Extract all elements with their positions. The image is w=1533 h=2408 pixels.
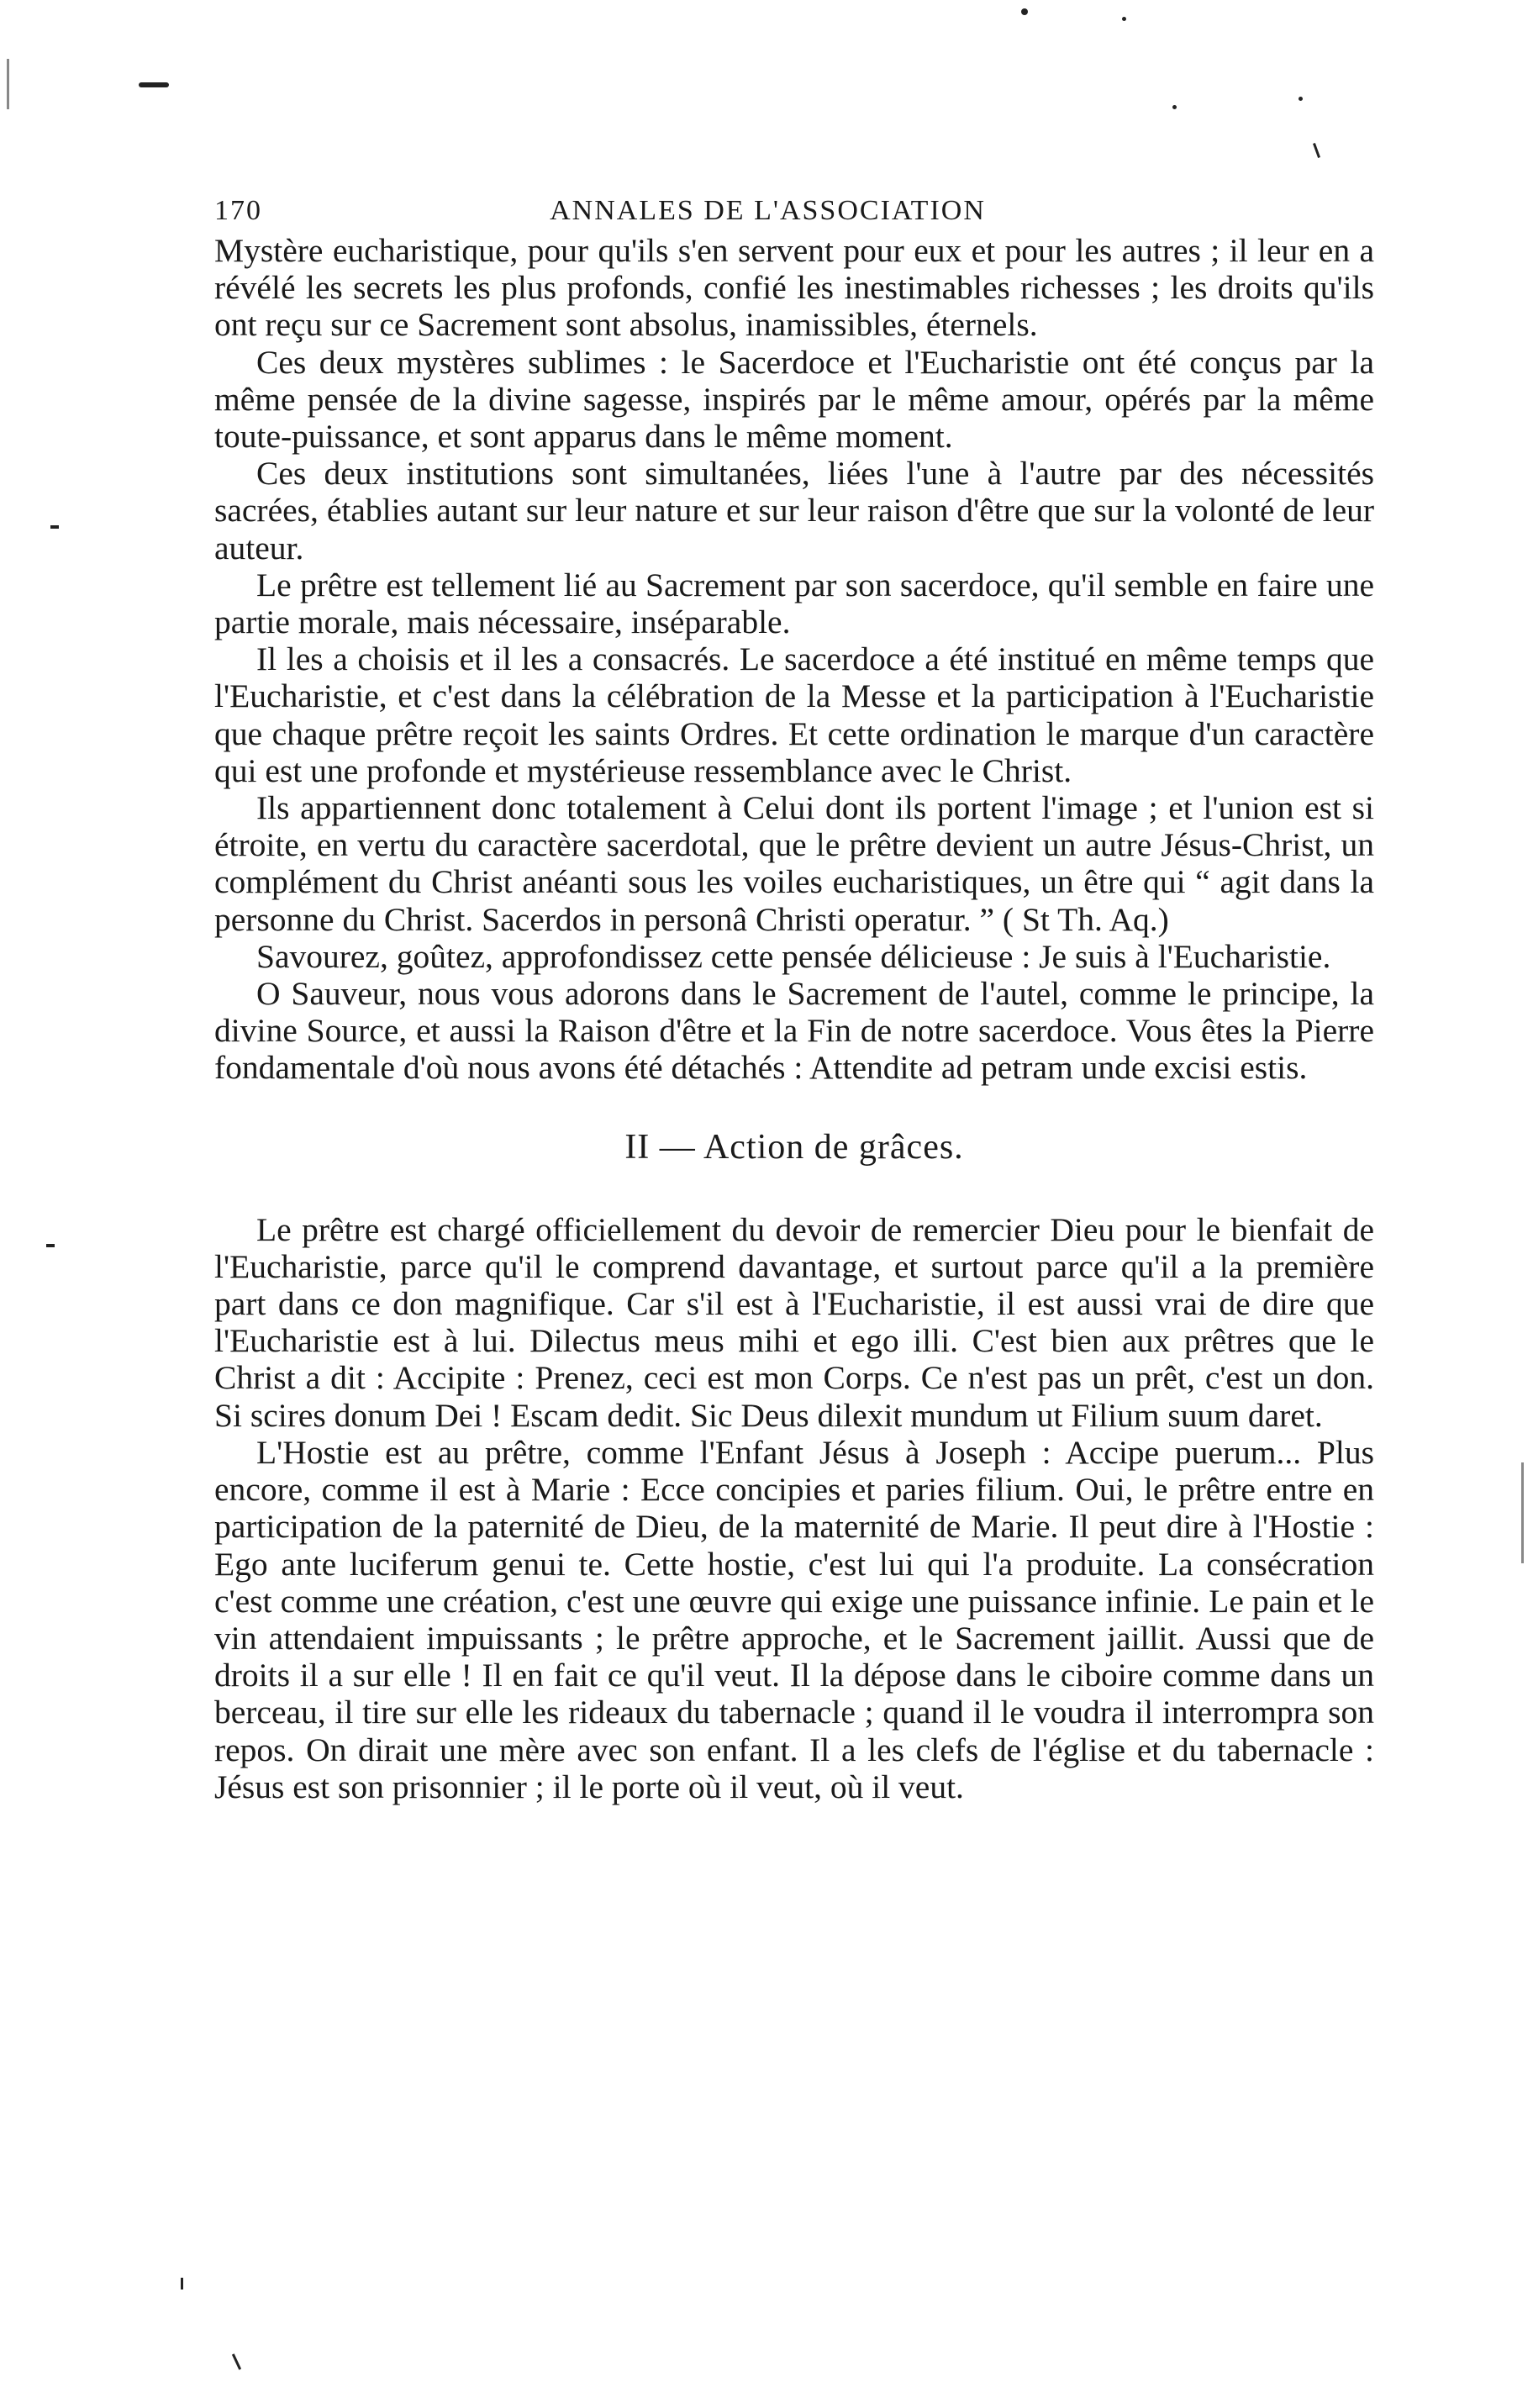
scan-dash xyxy=(1521,1462,1524,1563)
page-number: 170 xyxy=(214,195,262,226)
section-heading: II — Action de grâces. xyxy=(624,1127,964,1167)
scan-dash xyxy=(139,82,169,87)
scan-speck xyxy=(1172,105,1177,109)
scan-speck xyxy=(1122,17,1126,21)
scan-speck xyxy=(1021,8,1028,15)
paragraph: Mystère eucharistique, pour qu'ils s'en servent pour eux et pour les autres ; il leur en a révélé les secrets les plus profonds, confié les inestimables richesses ; les droits qu'ils ont reçu sur ce Sacrement sont absolus, inamissibles, éternels. xyxy=(214,232,1374,344)
paragraph: Ils appartiennent donc totalement à Celui dont ils portent l'image ; et l'union est si étroite, en vertu du caractère sacerdotal, que le prêtre devient un autre Jésus-Christ, un complément du Christ anéanti sous les voiles eucharistiques, un être qui “ agit dans la personne du Christ. Sacerdos in personâ Christi operatur. ” ( St Th. Aq.) xyxy=(214,789,1374,938)
scan-dash xyxy=(50,525,59,529)
paragraph: L'Hostie est au prêtre, comme l'Enfant Jésus à Joseph : Accipe puerum... Plus encore, comme il est à Marie : Ecce concipies et paries filium. Oui, le prêtre entre en participation de la paternité de Dieu, de la maternité de Marie. Il peut dire à l'Hostie : Ego ante luciferum genui te. Cette hostie, c'est lui qui l'a produite. La consécration c'est comme une création, c'est une œuvre qui exige une puissance infinie. Le pain et le vin attendaient impuissants ; le prêtre approche, et le Sacrement jaillit. Aussi que de droits il a sur elle ! Il en fait ce qu'il veut. Il la dépose dans le ciboire comme dans un berceau, il tire sur elle les rideaux du tabernacle ; quand il le voudra il interrompra son repos. On dirait une mère avec son enfant. Il a les clefs de l'église et du tabernacle : Jésus est son prisonnier ; il le porte où il veut, où il veut. xyxy=(214,1433,1374,1805)
scan-speck xyxy=(1299,97,1303,101)
paragraph: Il les a choisis et il les a consacrés. Le sacerdoce a été institué en même temps que l'Eucharistie, et c'est dans la célébration de la Messe et la participation à l'Eucharistie que chaque prêtre reçoit les saints Ordres. Et cette ordination le marque d'un caractère qui est une profonde et mystérieuse ressemblance avec le Christ. xyxy=(214,640,1374,789)
scan-dash xyxy=(7,59,9,109)
scan-tick xyxy=(232,2353,241,2369)
paragraph: Ces deux institutions sont simultanées, liées l'une à l'autre par des nécessités sacrées, établies autant sur leur nature et sur leur raison d'être que sur la volonté de leur auteur. xyxy=(214,455,1374,566)
scan-tick xyxy=(1313,143,1320,158)
paragraph: Ces deux mystères sublimes : le Sacerdoce et l'Eucharistie ont été conçus par la même pensée de la divine sagesse, inspirés par le même amour, opérés par la même toute-puissance, et sont apparus dans le même moment. xyxy=(214,343,1374,456)
scan-dash xyxy=(181,2278,183,2289)
book-page xyxy=(214,195,1374,1805)
paragraph: Le prêtre est chargé officiellement du devoir de remercier Dieu pour le bienfait de l'Eucharistie, parce qu'il le comprend davantage, et surtout parce qu'il a la première part dans ce don magnifique. Car s'il est à l'Eucharistie, il est aussi vrai de dire que l'Eucharistie est à lui. Dilectus meus mihi et ego illi. C'est bien aux prêtres que le Christ a dit : Accipite : Prenez, ceci est mon Corps. Ce n'est pas un prêt, c'est un don. Si scires donum Dei ! Escam dedit. Sic Deus dilexit mundum ut Filium suum daret. xyxy=(214,1210,1374,1434)
paragraph: Savourez, goûtez, approfondissez cette pensée délicieuse : Je suis à l'Eucharistie. xyxy=(256,937,1331,975)
paragraph: Le prêtre est tellement lié au Sacrement par son sacerdoce, qu'il semble en faire une partie morale, mais nécessaire, inséparable. xyxy=(214,566,1374,641)
running-head xyxy=(214,195,1374,227)
running-title: ANNALES DE L'ASSOCIATION xyxy=(550,195,986,226)
paragraph: O Sauveur, nous vous adorons dans le Sacrement de l'autel, comme le principe, la divine Source, et aussi la Raison d'être et la Fin de notre sacerdoce. Vous êtes la Pierre fondamentale d'où nous avons été détachés : Attendite ad petram unde excisi estis. xyxy=(214,975,1374,1087)
scan-dash xyxy=(46,1244,55,1247)
